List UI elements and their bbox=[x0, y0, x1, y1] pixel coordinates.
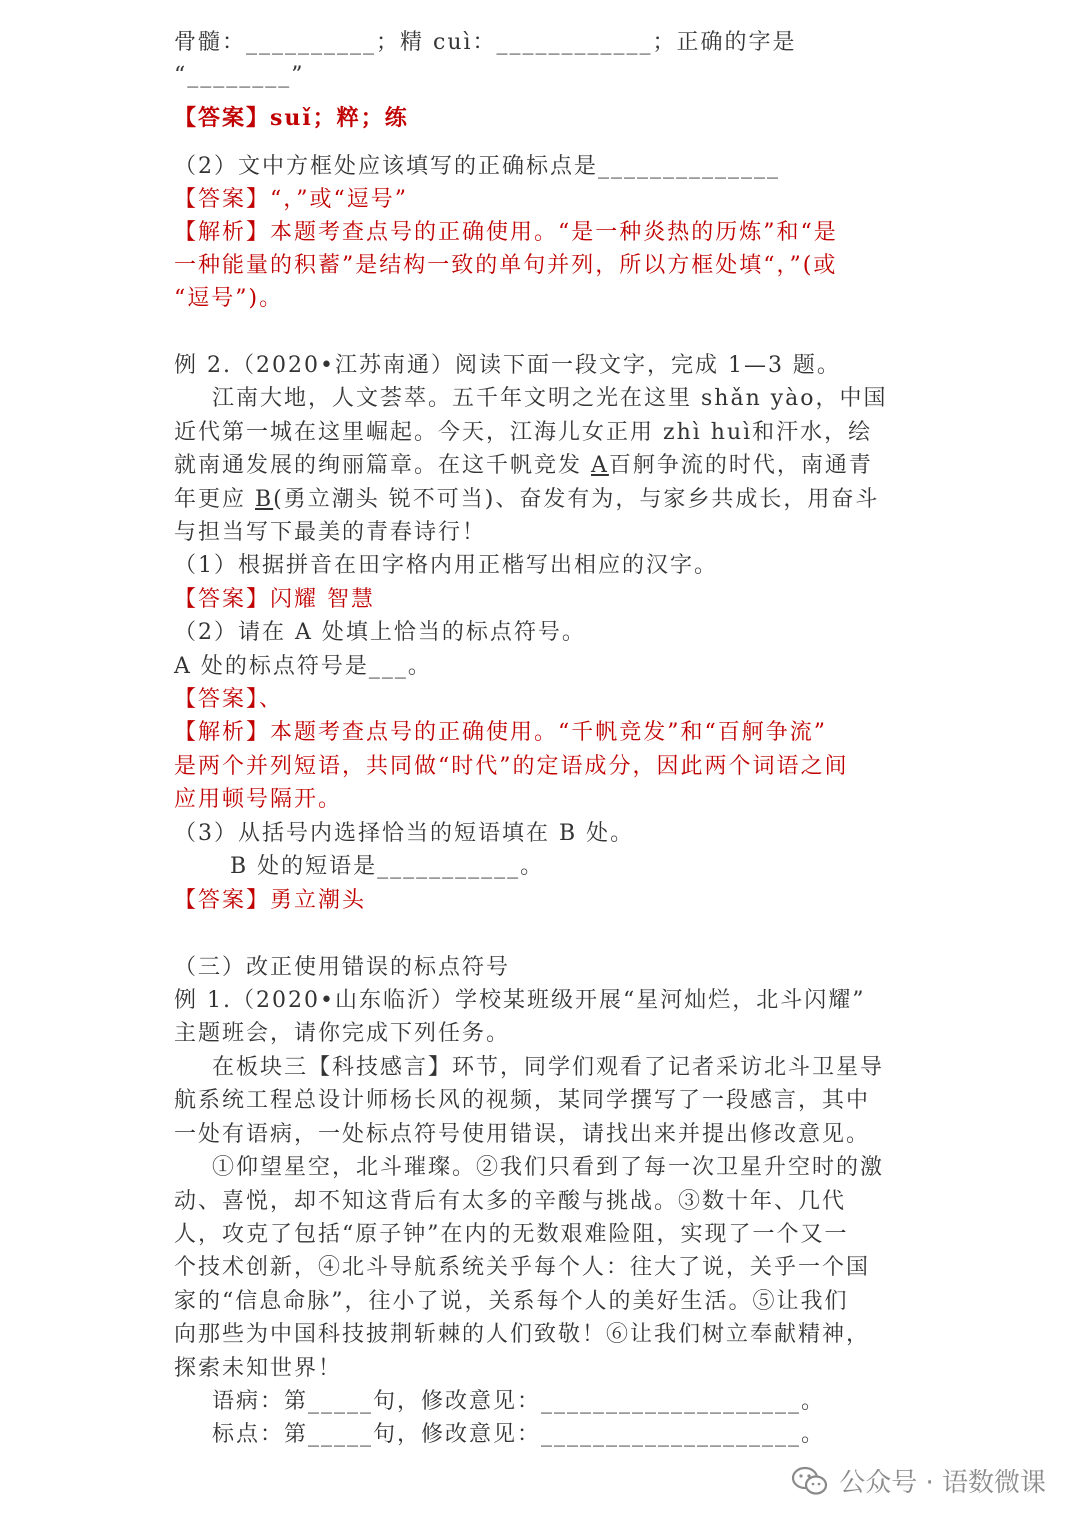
example-2-explanation-line: 【解析】本题考查点号的正确使用。“千帆竞发”和“百舸争流” bbox=[174, 720, 827, 745]
question-1-blank-answer: “________” bbox=[174, 63, 305, 88]
section-3-paragraph-line: 在板块三【科技感言】环节，同学们观看了记者采访北斗卫星导 bbox=[212, 1055, 885, 1080]
passage-line bbox=[174, 449, 873, 482]
section-3-paragraph-line: 人，攻克了包括“原子钟”在内的无数艰难险阻，实现了一个又一 bbox=[174, 1222, 849, 1247]
explanation-2-line-3: “逗号”)。 bbox=[174, 286, 284, 311]
answer-1: 【答案】suǐ；粹；练 bbox=[174, 105, 409, 131]
section-3-paragraph-line: 探索未知世界！ bbox=[174, 1356, 343, 1381]
example-2-question-2: （2）请在 A 处填上恰当的标点符号。 bbox=[174, 620, 586, 645]
section-3-example-title: 例 1.（2020•山东临沂）学校某班级开展“星河灿烂，北斗闪耀” bbox=[174, 988, 866, 1013]
example-2-question-1: （1）根据拼音在田字格内用正楷写出相应的汉字。 bbox=[174, 553, 718, 578]
section-3-paragraph-line: 动、喜悦，却不知这背后有太多的辛酸与挑战。③数十年、几代 bbox=[174, 1189, 847, 1214]
watermark-text: 公众号 · 语数微课 bbox=[839, 1468, 1046, 1498]
section-3-paragraph-line: 个技术创新，④北斗导航系统关乎每个人：往大了说，关乎一个国 bbox=[174, 1255, 871, 1280]
section-3-title: （三）改正使用错误的标点符号 bbox=[174, 955, 511, 980]
question-1-blanks: 骨髓：__________；精 cuì：____________；正确的字是 bbox=[174, 30, 797, 55]
fill-in-grammar: 语病：第_____句，修改意见：____________________。 bbox=[212, 1389, 826, 1414]
answer-2: 【答案】“，”或“逗号” bbox=[174, 187, 408, 212]
passage-text: 年更应 bbox=[174, 487, 255, 512]
example-2-answer-1: 【答案】闪耀 智慧 bbox=[174, 587, 375, 612]
example-2-title: 例 2.（2020•江苏南通）阅读下面一段文字，完成 1—3 题。 bbox=[174, 353, 841, 378]
passage-line: 江南大地，人文荟萃。五千年文明之光在这里 shǎn yào，中国 bbox=[212, 386, 888, 411]
section-3-example-title: 主题班会，请你完成下列任务。 bbox=[174, 1021, 511, 1046]
passage-text: 就南通发展的绚丽篇章。在这千帆竞发 bbox=[174, 453, 591, 478]
example-2-answer-3: 【答案】勇立潮头 bbox=[174, 888, 367, 913]
passage-line: 近代第一城在这里崛起。今天，江海儿女正用 zhì huì和汗水，绘 bbox=[174, 420, 873, 445]
example-2-question-3-blank: B 处的短语是___________。 bbox=[230, 854, 545, 879]
wechat-icon bbox=[791, 1465, 829, 1497]
explanation-2-line-1: 【解析】本题考查点号的正确使用。“是一种炎热的历炼”和“是 bbox=[174, 220, 838, 245]
question-2: （2）文中方框处应该填写的正确标点是______________ bbox=[174, 154, 780, 179]
passage-line: 与担当写下最美的青春诗行！ bbox=[174, 520, 487, 545]
passage-text: 百舸争流的时代，南通青 bbox=[608, 453, 873, 478]
example-2-question-3: （3）从括号内选择恰当的短语填在 B 处。 bbox=[174, 821, 635, 846]
example-2-explanation-line: 是两个并列短语，共同做“时代”的定语成分，因此两个词语之间 bbox=[174, 754, 849, 779]
example-2-explanation-line: 应用顿号隔开。 bbox=[174, 787, 343, 812]
section-3-paragraph-line: 一处有语病，一处标点符号使用错误，请找出来并提出修改意见。 bbox=[174, 1122, 871, 1147]
section-3-paragraph-line: 向那些为中国科技披荆斩棘的人们致敬！⑥让我们树立奉献精神， bbox=[174, 1322, 871, 1347]
fill-in-punctuation: 标点：第_____句，修改意见：____________________。 bbox=[212, 1422, 826, 1447]
section-3-paragraph-line: 家的“信息命脉”，往小了说，关系每个人的美好生活。⑤让我们 bbox=[174, 1289, 849, 1314]
section-3-paragraph-line: 航系统工程总设计师杨长风的视频，某同学撰写了一段感言，其中 bbox=[174, 1088, 871, 1113]
section-3-paragraph-line: ①仰望星空，北斗璀璨。②我们只看到了每一次卫星升空时的激 bbox=[212, 1155, 885, 1180]
explanation-2-line-2: 一种能量的积蓄”是结构一致的单句并列，所以方框处填“，”(或 bbox=[174, 253, 838, 278]
passage-line bbox=[174, 483, 879, 516]
watermark bbox=[791, 1462, 1046, 1499]
mark-b: B bbox=[255, 487, 274, 512]
example-2-question-2-blank: A 处的标点符号是___。 bbox=[174, 654, 432, 679]
example-2-answer-2: 【答案】、 bbox=[174, 687, 284, 712]
mark-a: A bbox=[591, 453, 609, 478]
passage-text: (勇立潮头 锐不可当)、奋发有为，与家乡共成长，用奋斗 bbox=[273, 487, 880, 512]
